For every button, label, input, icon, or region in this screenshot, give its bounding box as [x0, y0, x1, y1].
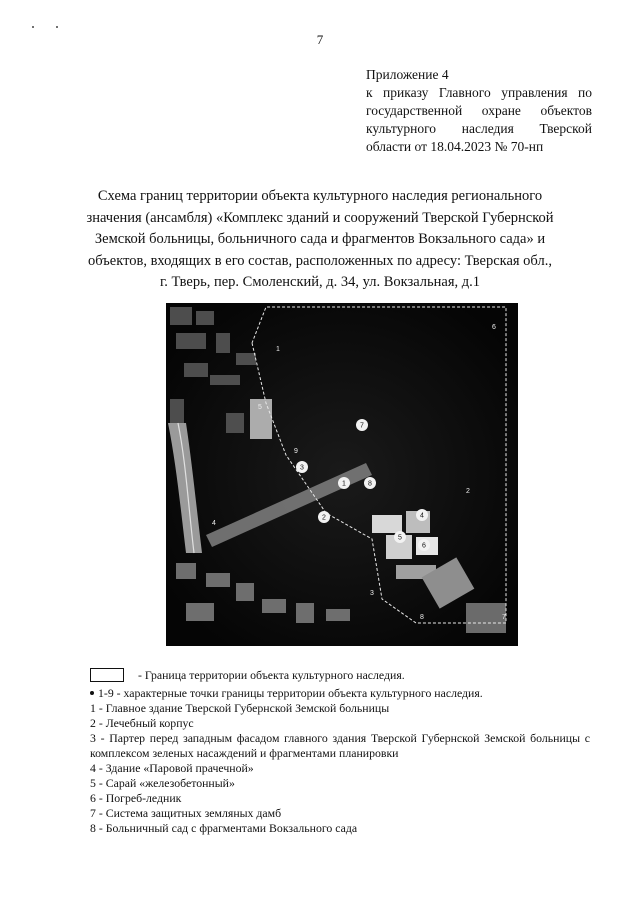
point-label: 8 [420, 614, 424, 621]
legend-boundary [90, 668, 590, 683]
page-number: 7 [316, 32, 324, 47]
title-line: объектов, входящих в его состав, расположенных по адресу: Тверская обл., [88, 252, 552, 269]
scan-speck [56, 26, 58, 28]
point-label: 7 [502, 614, 506, 621]
point-label: 1 [276, 346, 280, 353]
legend-item: 7 - Система защитных земляных дамб [90, 806, 282, 820]
legend-item: 2 - Лечебный корпус [90, 716, 194, 730]
title-line: Схема границ территории объекта культурного наследия регионального [97, 188, 543, 204]
title-line: Земской больницы, больничного сада и фрагментов Вокзального сада» и [94, 231, 546, 247]
object-label: 7 [360, 422, 364, 430]
object-label: 6 [422, 542, 426, 550]
scan-speck [32, 26, 34, 28]
legend-boundary-text: - Граница территории объекта культурного наследия. [138, 668, 405, 682]
point-label: 2 [466, 488, 470, 495]
object-label: 8 [368, 480, 372, 488]
legend-points-text: 1-9 - характерные точки границы территории объекта культурного наследия. [98, 686, 483, 700]
object-label: 2 [322, 514, 326, 522]
boundary-swatch-icon [90, 668, 124, 682]
appendix-note [366, 66, 592, 156]
appendix-line: культурного наследия Тверской [366, 121, 592, 136]
legend-item: 5 - Сарай «железобетонный» [90, 776, 235, 790]
right-building [466, 603, 506, 633]
point-label: 9 [294, 448, 298, 455]
appendix-line: к приказу Главного управления по [366, 85, 592, 100]
appendix-line: области от 18.04.2023 № 70-нп [366, 139, 544, 154]
point-label: 5 [258, 404, 262, 411]
object-label: 3 [300, 464, 304, 472]
legend-item: 8 - Больничный сад с фрагментами Вокзального сада [90, 821, 358, 835]
appendix-line: государственной охране объектов [366, 103, 592, 118]
point-label: 6 [492, 324, 496, 331]
territory-scheme-map [166, 303, 518, 646]
document-title [60, 186, 580, 294]
title-line: значения (ансамбля) «Комплекс зданий и сооружений Тверской Губернской [86, 209, 554, 226]
object-label: 4 [420, 512, 424, 520]
legend-item: 1 - Главное здание Тверской Губернской Земской больницы [90, 701, 390, 715]
legend [90, 668, 590, 836]
appendix-line: Приложение 4 [366, 67, 449, 82]
legend-item: 4 - Здание «Паровой прачечной» [90, 761, 254, 775]
legend-item: 3 - Партер перед западным фасадом главного здания Тверской Губернской Земской больницы с комплексом зеленых насаждений и фрагментами планировки [90, 731, 590, 760]
point-label: 4 [212, 520, 216, 527]
object-label: 5 [398, 534, 402, 542]
bullet-icon [90, 691, 94, 695]
title-line: г. Тверь, пер. Смоленский, д. 34, ул. Вокзальная, д.1 [159, 274, 481, 290]
legend-points [90, 686, 590, 701]
point-label: 3 [370, 590, 374, 597]
legend-item: 6 - Погреб-ледник [90, 791, 182, 805]
object-label: 1 [342, 480, 346, 488]
